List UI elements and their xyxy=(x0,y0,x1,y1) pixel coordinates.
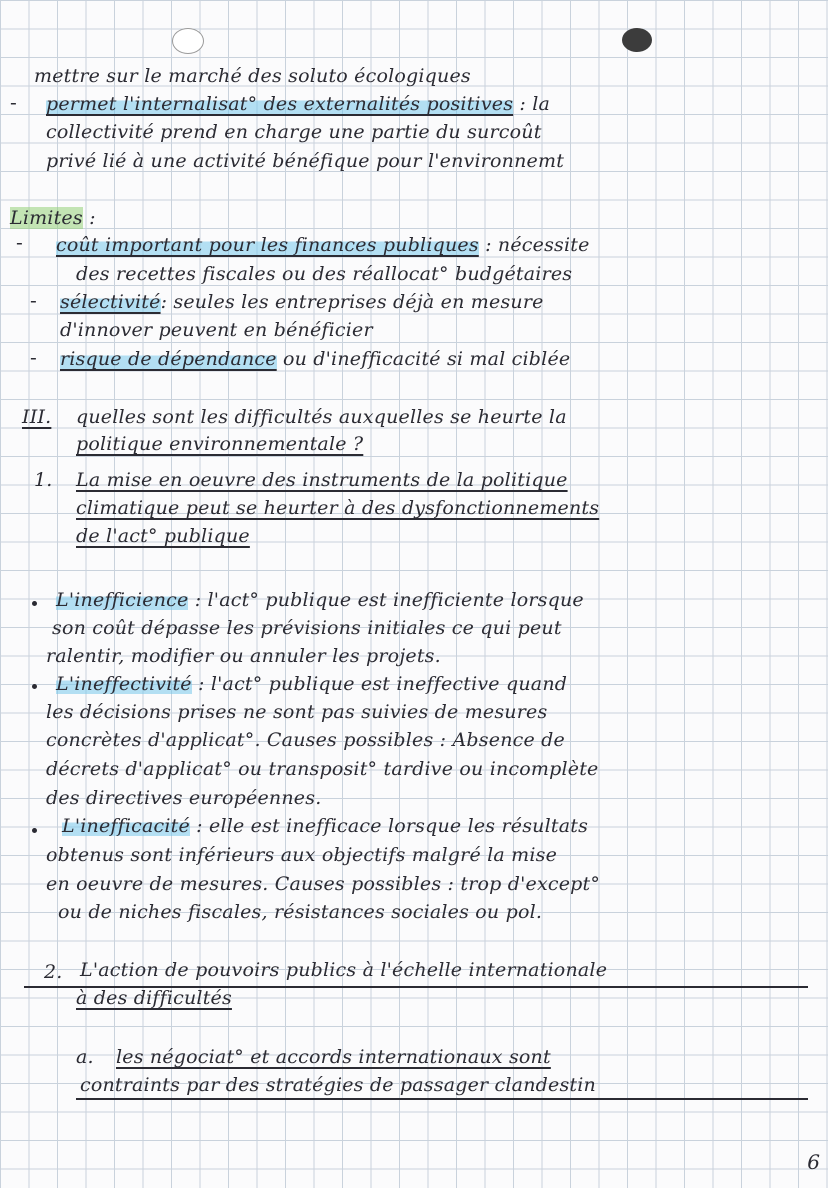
subsection-number: 1. xyxy=(34,469,53,491)
text-line: décrets d'applicat° ou transposit° tardive ou incomplète xyxy=(46,758,599,780)
subsection-title: La mise en oeuvre des instruments de la politique xyxy=(76,469,568,491)
subsection-title: L'action de pouvoirs publics à l'échelle internationale xyxy=(80,959,608,981)
dash-marker: - xyxy=(16,230,23,254)
bullet-marker xyxy=(32,684,37,689)
text-line: son coût dépasse les prévisions initiales ce qui peut xyxy=(52,617,562,639)
section-number: III. xyxy=(22,406,52,428)
subsection-title: climatique peut se heurter à des dysfonctionnements xyxy=(76,497,600,519)
text-line: ralentir, modifier ou annuler les projets. xyxy=(46,645,441,667)
dash-marker: - xyxy=(10,90,17,114)
bullet-marker xyxy=(32,828,37,833)
text-line: des recettes fiscales ou des réallocat° budgétaires xyxy=(76,263,573,285)
text-line: ou de niches fiscales, résistances sociales ou pol. xyxy=(58,901,543,923)
text-line: L'inefficacité : elle est inefficace lorsque les résultats xyxy=(62,815,589,837)
subsection-title: à des difficultés xyxy=(76,987,232,1009)
text-line: concrètes d'applicat°. Causes possibles : Absence de xyxy=(46,729,565,751)
text-line: les décisions prises ne sont pas suivies de mesures xyxy=(46,701,548,723)
text-line: mettre sur le marché des soluto écologiques xyxy=(34,65,471,87)
text-line: L'inefficience : l'act° publique est inefficiente lorsque xyxy=(56,589,584,611)
text-line: privé lié à une activité bénéfique pour l'environnemt xyxy=(46,150,565,172)
subsection-title: de l'act° publique xyxy=(76,525,250,547)
page-number: 6 xyxy=(807,1150,820,1174)
text-line: L'ineffectivité : l'act° publique est ineffective quand xyxy=(56,673,568,695)
binder-hole-right xyxy=(622,28,652,52)
subsection-number: 2. xyxy=(44,961,63,983)
binder-hole-left xyxy=(172,28,204,54)
underline-rule xyxy=(76,1098,808,1100)
section-title: quelles sont les difficultés auxquelles se heurte la xyxy=(76,406,567,428)
text-line: des directives européennes. xyxy=(46,787,322,809)
bullet-marker xyxy=(32,601,37,606)
text-line: coût important pour les finances publiques : nécessite xyxy=(56,234,590,256)
text-line: sélectivité: seules les entreprises déjà en mesure xyxy=(60,291,544,313)
text-line: obtenus sont inférieurs aux objectifs malgré la mise xyxy=(46,844,558,866)
dash-marker: - xyxy=(30,288,37,312)
subsection-title: contraints par des stratégies de passager clandestin xyxy=(80,1074,596,1096)
section-title: politique environnementale ? xyxy=(76,433,364,455)
text-line: risque de dépendance ou d'inefficacité si mal ciblée xyxy=(60,348,571,370)
text-line: d'innover peuvent en bénéficier xyxy=(60,319,373,341)
limites-heading: Limites : xyxy=(10,207,96,229)
text-line: permet l'internalisat° des externalités positives : la xyxy=(46,93,551,115)
subsection-title: les négociat° et accords internationaux sont xyxy=(116,1046,551,1068)
subsection-letter: a. xyxy=(76,1046,94,1068)
text-line: collectivité prend en charge une partie du surcoût xyxy=(46,121,542,143)
dash-marker: - xyxy=(30,345,37,369)
text-line: en oeuvre de mesures. Causes possibles : trop d'except° xyxy=(46,873,601,895)
